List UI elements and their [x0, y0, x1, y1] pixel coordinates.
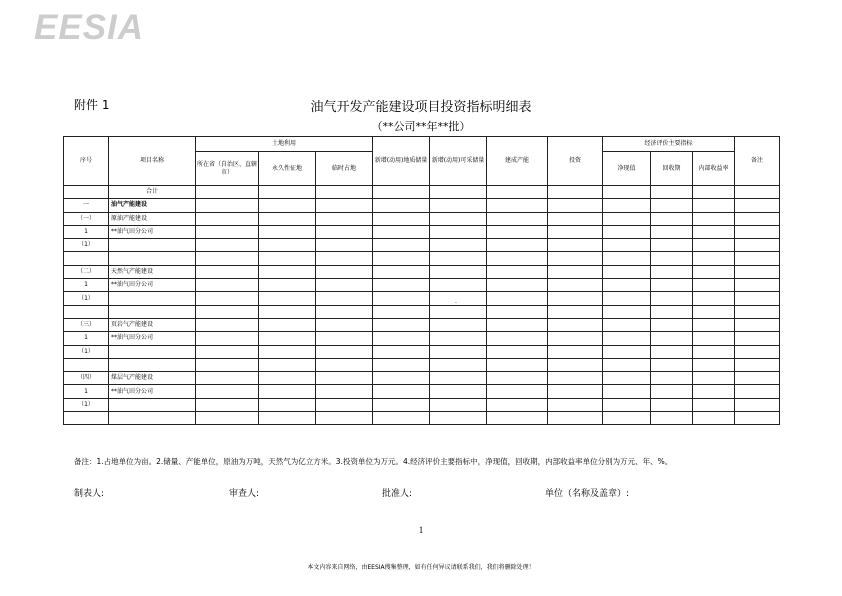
page-number: 1	[418, 525, 424, 535]
row-project-name-cell: **油气田分公司	[109, 332, 196, 345]
notes: 备注：1.占地单位为亩。2.储量、产能单位，原油为万吨，天然气为亿立方米。3.投资单位为万元。4.经济评价主要指标中，净现值，回收期，内部收益率单位分别为万元、年、%。	[74, 457, 673, 466]
row-empty-cell	[735, 225, 780, 238]
row-seq-cell: （三）	[64, 318, 109, 331]
row-empty-cell	[373, 225, 430, 238]
row-empty-cell	[651, 358, 693, 371]
row-empty-cell	[651, 252, 693, 265]
row-empty-cell	[430, 318, 487, 331]
row-empty-cell	[548, 225, 603, 238]
row-empty-cell	[373, 186, 430, 199]
approver-label: 批准人:	[382, 489, 413, 499]
header-npv: 净现值	[603, 152, 651, 186]
row-empty-cell	[603, 279, 651, 292]
row-empty-cell	[259, 345, 316, 358]
row-empty-cell	[487, 305, 548, 318]
row-empty-cell	[316, 265, 373, 278]
row-empty-cell	[316, 279, 373, 292]
row-empty-cell	[430, 358, 487, 371]
table-row	[64, 239, 780, 252]
row-empty-cell	[651, 332, 693, 345]
row-empty-cell	[316, 332, 373, 345]
row-empty-cell	[651, 212, 693, 225]
row-empty-cell	[259, 199, 316, 212]
row-empty-cell	[693, 225, 735, 238]
table-row	[64, 412, 780, 425]
row-empty-cell	[316, 212, 373, 225]
row-project-name-cell: 合计	[109, 186, 196, 199]
header-temporary-land: 临时占地	[316, 152, 373, 186]
row-empty-cell	[259, 305, 316, 318]
row-empty-cell	[196, 345, 259, 358]
row-empty-cell	[693, 199, 735, 212]
row-empty-cell	[196, 225, 259, 238]
row-empty-cell	[693, 292, 735, 305]
row-empty-cell	[603, 398, 651, 411]
eesia-watermark-logo: EESIA	[34, 8, 145, 47]
table-body	[64, 186, 780, 425]
footer-disclaimer: 本文内容来自网络，由EESIA搜集整理，如有任何异议请联系我们，我们将删除处理！	[307, 564, 535, 571]
row-empty-cell	[196, 239, 259, 252]
row-empty-cell	[316, 358, 373, 371]
row-empty-cell	[259, 412, 316, 425]
row-empty-cell	[430, 279, 487, 292]
row-empty-cell	[196, 412, 259, 425]
row-empty-cell	[259, 279, 316, 292]
row-empty-cell	[651, 239, 693, 252]
row-seq-cell: （1）	[64, 292, 109, 305]
row-empty-cell	[259, 385, 316, 398]
row-empty-cell	[373, 252, 430, 265]
row-empty-cell	[651, 265, 693, 278]
row-empty-cell	[373, 398, 430, 411]
row-empty-cell	[373, 292, 430, 305]
row-empty-cell	[603, 358, 651, 371]
row-empty-cell	[373, 372, 430, 385]
header-investment: 投资	[548, 137, 603, 186]
row-project-name-cell	[109, 252, 196, 265]
row-empty-cell	[430, 212, 487, 225]
row-empty-cell	[735, 372, 780, 385]
row-project-name-cell	[109, 239, 196, 252]
row-empty-cell	[259, 332, 316, 345]
document-title: 油气开发产能建设项目投资指标明细表	[310, 100, 532, 115]
row-empty-cell	[487, 212, 548, 225]
row-empty-cell	[651, 225, 693, 238]
row-empty-cell	[603, 265, 651, 278]
header-payback: 回收期	[651, 152, 693, 186]
reviewer-label: 审查人:	[229, 489, 260, 499]
row-project-name-cell: **油气田分公司	[109, 385, 196, 398]
row-seq-cell: （1）	[64, 398, 109, 411]
row-empty-cell	[651, 292, 693, 305]
row-empty-cell	[259, 212, 316, 225]
row-project-name-cell	[109, 345, 196, 358]
row-empty-cell	[373, 212, 430, 225]
row-empty-cell	[259, 186, 316, 199]
row-empty-cell	[603, 372, 651, 385]
table-row	[64, 345, 780, 358]
row-empty-cell	[651, 412, 693, 425]
row-empty-cell	[651, 385, 693, 398]
row-empty-cell	[651, 186, 693, 199]
attachment-label: 附件 1	[74, 98, 110, 112]
header-project-name: 项目名称	[109, 137, 196, 186]
row-empty-cell	[735, 345, 780, 358]
row-empty-cell	[651, 345, 693, 358]
row-empty-cell	[487, 292, 548, 305]
row-empty-cell	[693, 305, 735, 318]
row-empty-cell	[487, 398, 548, 411]
row-seq-cell	[64, 305, 109, 318]
row-empty-cell	[373, 345, 430, 358]
row-project-name-cell: **油气田分公司	[109, 225, 196, 238]
row-empty-cell	[196, 199, 259, 212]
row-empty-cell	[259, 372, 316, 385]
row-empty-cell	[651, 398, 693, 411]
row-empty-cell	[603, 305, 651, 318]
row-empty-cell	[487, 279, 548, 292]
row-empty-cell	[603, 212, 651, 225]
row-empty-cell	[430, 199, 487, 212]
row-empty-cell	[693, 279, 735, 292]
row-empty-cell	[603, 199, 651, 212]
row-empty-cell	[603, 292, 651, 305]
row-empty-cell	[487, 372, 548, 385]
row-empty-cell	[316, 199, 373, 212]
row-empty-cell	[548, 412, 603, 425]
row-empty-cell	[548, 265, 603, 278]
row-seq-cell: 1	[64, 225, 109, 238]
row-empty-cell	[373, 199, 430, 212]
row-empty-cell	[316, 398, 373, 411]
row-empty-cell	[693, 412, 735, 425]
row-empty-cell	[430, 239, 487, 252]
row-empty-cell	[430, 292, 487, 305]
row-empty-cell	[259, 292, 316, 305]
row-empty-cell	[259, 252, 316, 265]
header-seq: 序号	[64, 137, 109, 186]
table-row	[64, 332, 780, 345]
row-empty-cell	[693, 318, 735, 331]
row-empty-cell	[487, 186, 548, 199]
row-empty-cell	[735, 318, 780, 331]
row-empty-cell	[735, 385, 780, 398]
row-empty-cell	[735, 265, 780, 278]
table-row	[64, 305, 780, 318]
row-empty-cell	[548, 186, 603, 199]
row-empty-cell	[693, 358, 735, 371]
row-empty-cell	[548, 239, 603, 252]
table-row	[64, 212, 780, 225]
row-empty-cell	[316, 345, 373, 358]
row-empty-cell	[430, 332, 487, 345]
row-empty-cell	[196, 305, 259, 318]
row-project-name-cell: **油气田分公司	[109, 279, 196, 292]
row-empty-cell	[548, 372, 603, 385]
row-seq-cell: 1	[64, 332, 109, 345]
row-empty-cell	[487, 412, 548, 425]
row-empty-cell	[373, 265, 430, 278]
row-empty-cell	[316, 372, 373, 385]
row-empty-cell	[259, 265, 316, 278]
row-seq-cell	[64, 186, 109, 199]
header-permanent-land: 永久性征地	[259, 152, 316, 186]
row-empty-cell	[735, 358, 780, 371]
row-empty-cell	[487, 239, 548, 252]
row-empty-cell	[548, 345, 603, 358]
row-empty-cell	[693, 212, 735, 225]
row-empty-cell	[651, 305, 693, 318]
row-empty-cell	[735, 186, 780, 199]
row-empty-cell	[259, 225, 316, 238]
row-project-name-cell: 油气产能建设	[109, 199, 196, 212]
row-empty-cell	[316, 252, 373, 265]
row-empty-cell	[430, 398, 487, 411]
row-empty-cell	[735, 239, 780, 252]
row-empty-cell	[603, 345, 651, 358]
row-project-name-cell	[109, 292, 196, 305]
row-empty-cell	[735, 305, 780, 318]
row-project-name-cell: 煤层气产能建设	[109, 372, 196, 385]
row-empty-cell	[693, 239, 735, 252]
preparer-label: 制表人:	[74, 489, 105, 499]
row-empty-cell	[603, 186, 651, 199]
row-empty-cell	[487, 345, 548, 358]
row-empty-cell	[316, 318, 373, 331]
table-row	[64, 199, 780, 212]
row-empty-cell	[548, 212, 603, 225]
row-empty-cell	[693, 332, 735, 345]
row-empty-cell	[373, 279, 430, 292]
row-empty-cell	[651, 372, 693, 385]
row-empty-cell	[693, 398, 735, 411]
row-empty-cell	[196, 265, 259, 278]
row-empty-cell	[735, 212, 780, 225]
header-new-proven-reserves: 新增(动用)地质储量	[373, 137, 430, 186]
row-empty-cell	[430, 252, 487, 265]
header-irr: 内部收益率	[693, 152, 735, 186]
row-empty-cell	[487, 252, 548, 265]
row-empty-cell	[487, 199, 548, 212]
row-empty-cell	[693, 345, 735, 358]
row-empty-cell	[693, 265, 735, 278]
row-empty-cell	[487, 358, 548, 371]
row-project-name-cell: 原油产能建设	[109, 212, 196, 225]
row-empty-cell	[548, 385, 603, 398]
row-empty-cell	[430, 265, 487, 278]
row-seq-cell: （四）	[64, 372, 109, 385]
row-empty-cell	[693, 385, 735, 398]
row-empty-cell	[196, 212, 259, 225]
row-empty-cell	[196, 318, 259, 331]
row-project-name-cell	[109, 358, 196, 371]
row-empty-cell	[430, 385, 487, 398]
row-empty-cell	[430, 372, 487, 385]
row-empty-cell	[603, 239, 651, 252]
row-seq-cell: 一	[64, 199, 109, 212]
row-empty-cell	[487, 385, 548, 398]
table-row	[64, 398, 780, 411]
row-empty-cell	[196, 252, 259, 265]
row-empty-cell	[735, 332, 780, 345]
row-empty-cell	[430, 225, 487, 238]
row-empty-cell	[548, 199, 603, 212]
row-empty-cell	[430, 186, 487, 199]
row-empty-cell	[373, 385, 430, 398]
row-empty-cell	[487, 318, 548, 331]
row-project-name-cell	[109, 305, 196, 318]
row-empty-cell	[487, 332, 548, 345]
row-empty-cell	[603, 225, 651, 238]
row-empty-cell	[651, 279, 693, 292]
row-project-name-cell: 页岩气产能建设	[109, 318, 196, 331]
row-empty-cell	[196, 186, 259, 199]
row-empty-cell	[548, 305, 603, 318]
investment-indicator-table	[63, 136, 780, 425]
row-empty-cell	[735, 252, 780, 265]
row-empty-cell	[316, 225, 373, 238]
row-empty-cell	[196, 358, 259, 371]
row-empty-cell	[548, 292, 603, 305]
row-empty-cell	[548, 252, 603, 265]
row-empty-cell	[548, 358, 603, 371]
row-empty-cell	[603, 412, 651, 425]
stray-mark: .	[455, 298, 457, 305]
row-empty-cell	[316, 292, 373, 305]
table-row	[64, 385, 780, 398]
row-seq-cell: 1	[64, 279, 109, 292]
row-empty-cell	[316, 305, 373, 318]
row-empty-cell	[373, 305, 430, 318]
row-empty-cell	[196, 279, 259, 292]
row-empty-cell	[316, 412, 373, 425]
row-empty-cell	[196, 292, 259, 305]
row-seq-cell: （二）	[64, 265, 109, 278]
row-empty-cell	[603, 252, 651, 265]
row-empty-cell	[373, 318, 430, 331]
row-seq-cell: 1	[64, 385, 109, 398]
document-subtitle: （**公司**年**批）	[371, 120, 471, 133]
row-empty-cell	[316, 239, 373, 252]
table-row	[64, 252, 780, 265]
row-seq-cell: （1）	[64, 345, 109, 358]
row-seq-cell	[64, 252, 109, 265]
row-empty-cell	[487, 265, 548, 278]
row-empty-cell	[735, 279, 780, 292]
row-empty-cell	[196, 372, 259, 385]
row-empty-cell	[430, 412, 487, 425]
row-empty-cell	[259, 358, 316, 371]
row-empty-cell	[548, 398, 603, 411]
row-empty-cell	[487, 225, 548, 238]
table-row	[64, 279, 780, 292]
row-seq-cell: （1）	[64, 239, 109, 252]
row-empty-cell	[316, 385, 373, 398]
row-empty-cell	[548, 279, 603, 292]
header-land-use: 土地利用	[196, 137, 373, 152]
row-empty-cell	[316, 186, 373, 199]
row-project-name-cell	[109, 412, 196, 425]
unit-seal-label: 单位（名称及盖章）:	[545, 489, 630, 499]
row-empty-cell	[735, 292, 780, 305]
header-land-location: 所在省（自治区、直辖市）	[196, 152, 259, 186]
header-new-recoverable-reserves: 新增(动用)可采储量	[430, 137, 487, 186]
row-empty-cell	[373, 358, 430, 371]
table-row	[64, 225, 780, 238]
table-row	[64, 318, 780, 331]
row-empty-cell	[693, 372, 735, 385]
row-empty-cell	[430, 345, 487, 358]
header-built-capacity: 建成产能	[487, 137, 548, 186]
row-empty-cell	[430, 305, 487, 318]
row-empty-cell	[735, 412, 780, 425]
row-empty-cell	[735, 398, 780, 411]
row-seq-cell	[64, 358, 109, 371]
row-empty-cell	[693, 186, 735, 199]
table-row	[64, 292, 780, 305]
row-empty-cell	[259, 239, 316, 252]
table-row	[64, 186, 780, 199]
row-empty-cell	[603, 332, 651, 345]
row-empty-cell	[373, 332, 430, 345]
table-row	[64, 265, 780, 278]
header-remarks: 备注	[735, 137, 780, 186]
row-seq-cell	[64, 412, 109, 425]
row-project-name-cell	[109, 398, 196, 411]
row-empty-cell	[603, 318, 651, 331]
row-empty-cell	[548, 332, 603, 345]
row-empty-cell	[373, 412, 430, 425]
row-empty-cell	[651, 199, 693, 212]
row-empty-cell	[603, 385, 651, 398]
row-empty-cell	[548, 318, 603, 331]
row-empty-cell	[196, 398, 259, 411]
row-empty-cell	[693, 252, 735, 265]
row-seq-cell: （一）	[64, 212, 109, 225]
row-empty-cell	[196, 332, 259, 345]
header-econ-eval: 经济评价主要指标	[603, 137, 735, 152]
row-empty-cell	[259, 398, 316, 411]
table-row	[64, 358, 780, 371]
row-project-name-cell: 天然气产能建设	[109, 265, 196, 278]
row-empty-cell	[735, 199, 780, 212]
row-empty-cell	[373, 239, 430, 252]
table-row	[64, 372, 780, 385]
row-empty-cell	[651, 318, 693, 331]
row-empty-cell	[259, 318, 316, 331]
row-empty-cell	[196, 385, 259, 398]
